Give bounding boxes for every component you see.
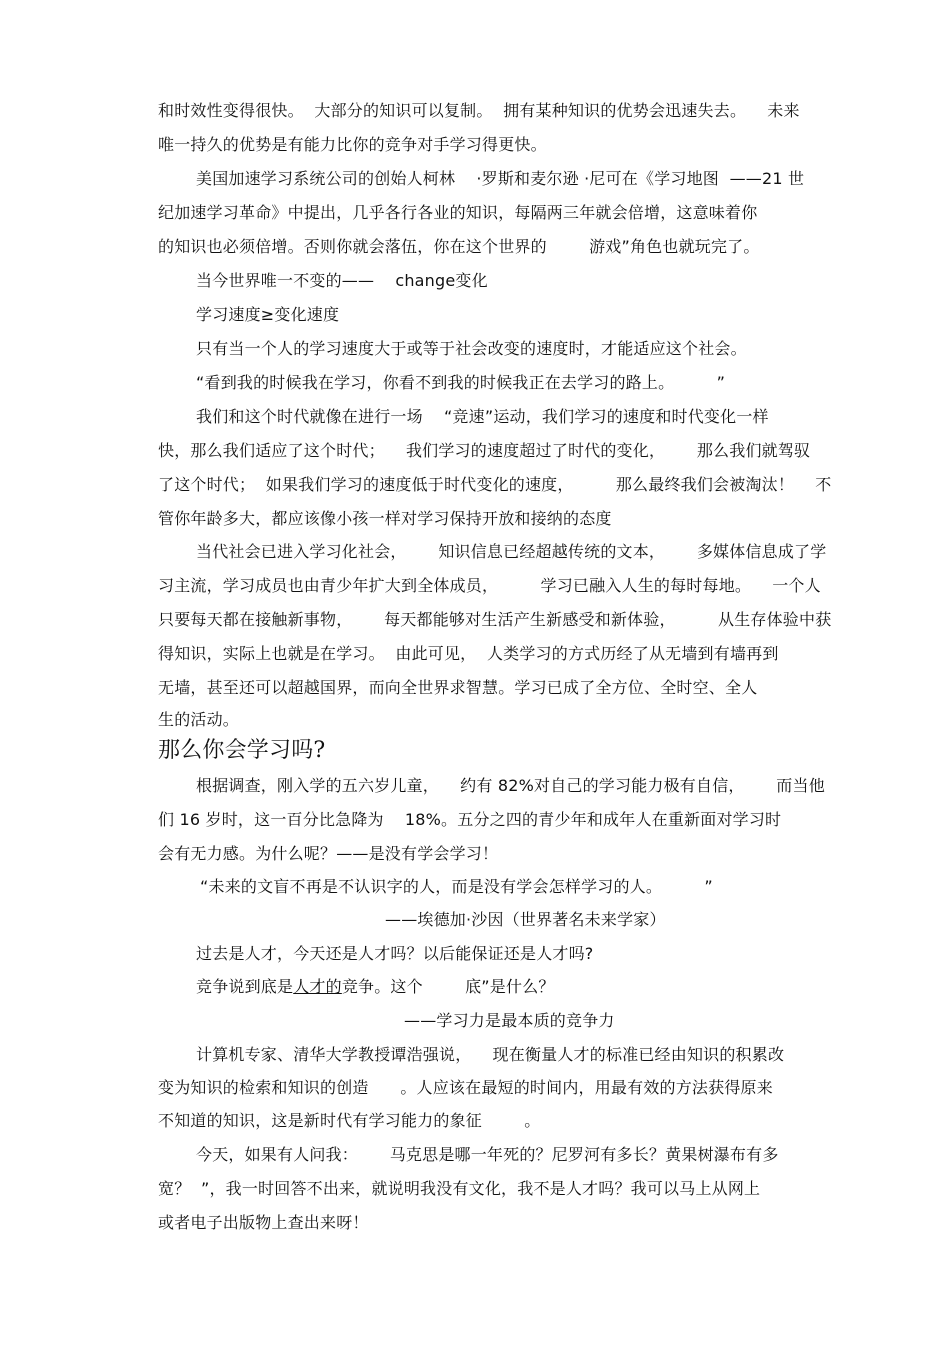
quote-line: “未来的文盲不再是不认识字的人，而是没有学会怎样学习的人。 ”: [200, 877, 713, 896]
text-line: 习主流，学习成员也由青少年扩大到全体成员， 学习已融入人生的每时每地。 一个人: [158, 576, 821, 595]
text-fragment: 竞争说到底是: [196, 977, 294, 996]
text-line: 无墙，甚至还可以超越国界，而向全世界求智慧。学习已成了全方位、全时空、全人: [158, 678, 758, 697]
text-line: 当代社会已进入学习化社会， 知识信息已经超越传统的文本， 多媒体信息成了学: [196, 542, 827, 561]
text-line: 过去是人才，今天还是人才吗？以后能保证还是人才吗?: [196, 944, 594, 963]
text-line: 宽？ ”，我一时回答不出来，就说明我没有文化，我不是人才吗？我可以马上从网上: [158, 1179, 761, 1198]
text-line: 管你年龄多大，都应该像小孩一样对学习保持开放和接纳的态度: [158, 509, 612, 528]
text-line: 快，那么我们适应了这个时代； 我们学习的速度超过了时代的变化， 那么我们就驾驭: [158, 441, 811, 460]
underlined-fragment: 人才的: [293, 977, 342, 996]
text-line: 或者电子出版物上查出来呀！: [158, 1213, 369, 1232]
text-line: 会有无力感。为什么呢？——是没有学会学习！: [158, 844, 499, 863]
text-line: 不知道的知识，这是新时代有学习能力的象征 。: [158, 1111, 541, 1130]
text-line: 唯一持久的优势是有能力比你的竞争对手学习得更快。: [158, 135, 547, 154]
quote-attribution: ——埃德加·沙因（世界著名未来学家）: [385, 910, 666, 929]
text-fragment: 竞争。这个 底”是什么？: [341, 977, 555, 996]
text-line: 美国加速学习系统公司的创始人柯林 ·罗斯和麦尔逊 ·尼可在《学习地图 ——21 世: [196, 169, 805, 188]
centered-line: ——学习力是最本质的竞争力: [404, 1011, 615, 1030]
text-line: 计算机专家、清华大学教授谭浩强说， 现在衡量人才的标准已经由知识的积累改: [196, 1045, 785, 1064]
text-line: 只有当一个人的学习速度大于或等于社会改变的速度时，才能适应这个社会。: [196, 339, 747, 358]
text-line: 和时效性变得很快。 大部分的知识可以复制。 拥有某种知识的优势会迅速失去。 未来: [158, 101, 800, 120]
text-line: 生的活动。: [158, 710, 240, 729]
text-line: 只要每天都在接触新事物， 每天都能够对生活产生新感受和新体验， 从生存体验中获: [158, 610, 832, 629]
text-line: 的知识也必须倍增。否则你就会落伍，你在这个世界的 游戏”角色也就玩完了。: [158, 237, 760, 256]
text-line: 得知识，实际上也就是在学习。 由此可见， 人类学习的方式历经了从无墙到有墙再到: [158, 644, 779, 663]
quote-line: “看到我的时候我在学习，你看不到我的时候我正在去学习的路上。 ”: [196, 373, 726, 392]
text-line: 我们和这个时代就像在进行一场 “竞速”运动，我们学习的速度和时代变化一样: [196, 407, 769, 426]
text-line: 根据调查，刚入学的五六岁儿童， 约有 82%对自己的学习能力极有自信， 而当他: [196, 776, 825, 795]
text-line: 今天，如果有人问我： 马克思是哪一年死的？尼罗河有多长？黄果树瀑布有多: [196, 1145, 779, 1164]
text-line: 了这个时代； 如果我们学习的速度低于时代变化的速度， 那么最终我们会被淘汰！ 不: [158, 475, 832, 494]
text-line: 变为知识的检索和知识的创造 。人应该在最短的时间内，用最有效的方法获得原来: [158, 1078, 773, 1097]
section-heading: 那么你会学习吗?: [158, 738, 326, 763]
text-line: [196, 976, 555, 998]
text-line: 当今世界唯一不变的—— change变化: [196, 271, 488, 290]
text-line: 学习速度≥变化速度: [196, 305, 340, 324]
text-line: 纪加速学习革命》中提出，几乎各行各业的知识，每隔两三年就会倍增，这意味着你: [158, 203, 758, 222]
text-line: 们 16 岁时，这一百分比急降为 18%。五分之四的青少年和成年人在重新面对学习时: [158, 810, 782, 829]
